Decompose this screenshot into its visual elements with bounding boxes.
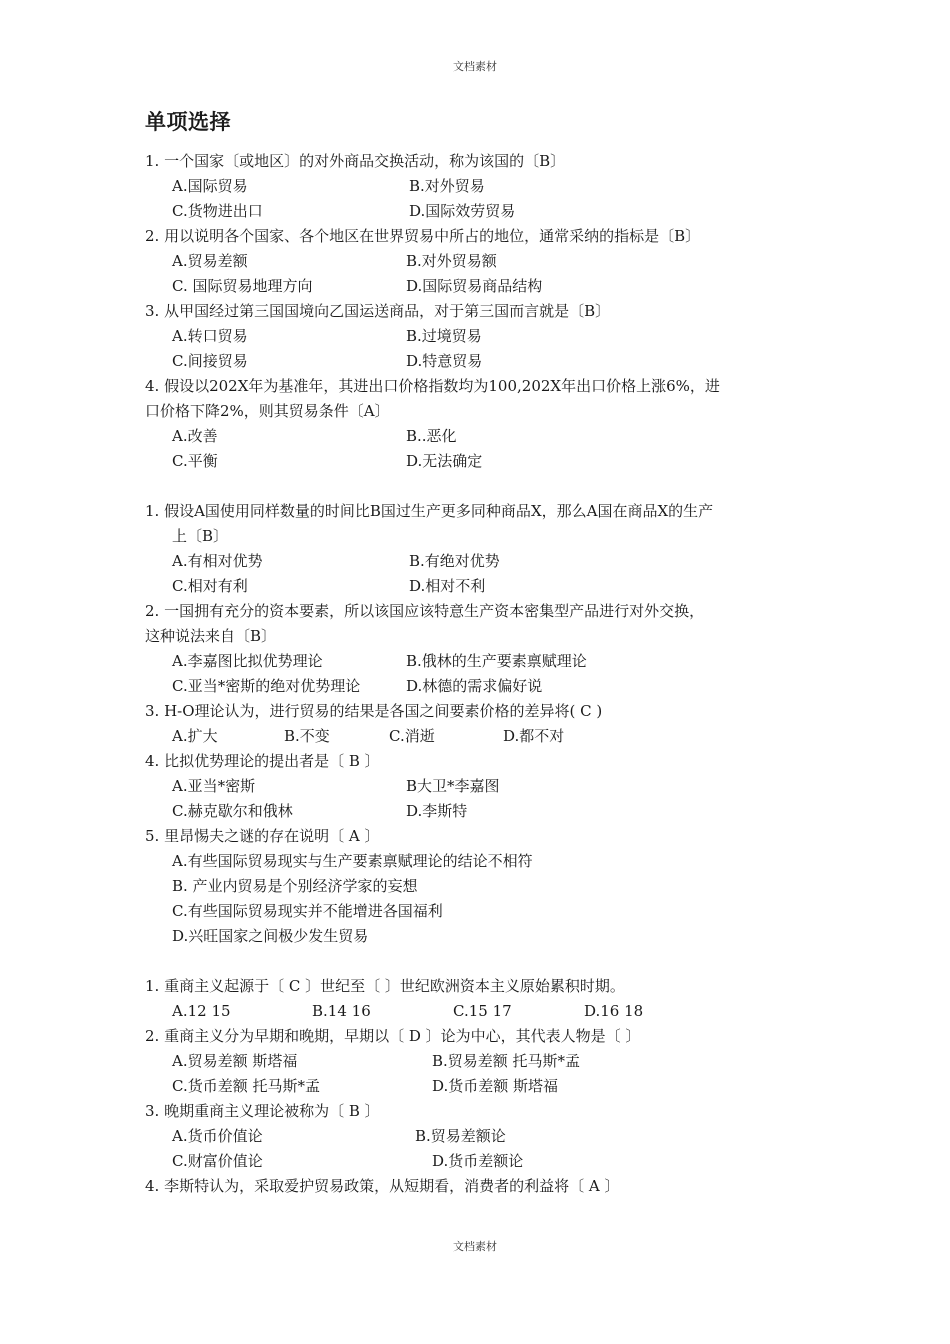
option: A.12 15 [172,1002,231,1020]
question: 4. 比拟优势理论的提出者是〔 B 〕 [145,752,380,770]
option: C.亚当*密斯的绝对优势理论 [172,677,361,695]
question: 4. 李斯特认为，采取爱护贸易政策，从短期看，消费者的利益将〔 A 〕 [145,1177,620,1195]
option: A.李嘉图比拟优势理论 [172,652,323,670]
question: 2. 重商主义分为早期和晚期，早期以〔 D 〕论为中心，其代表人物是〔 〕 [145,1027,641,1045]
question: 1. 假设A国使用同样数量的时间比B国过生产更多同种商品X，那么A国在商品X的生产 [145,502,714,520]
option: D.国际贸易商品结构 [406,277,543,295]
option: B.对外贸易 [409,177,485,195]
option: A.国际贸易 [172,177,248,195]
option: D.货币差额论 [432,1152,524,1170]
option: D.16 18 [584,1002,644,1020]
option: B.贸易差额论 [415,1127,506,1145]
option: A.贸易差额 [172,252,248,270]
option: D.林德的需求偏好说 [406,677,543,695]
question: 2. 用以说明各个国家、各个地区在世界贸易中所占的地位，通常采纳的指标是〔B〕 [145,227,701,245]
option: B大卫*李嘉图 [406,777,500,795]
option: D.特意贸易 [406,352,483,370]
option: C.货币差额 托马斯*孟 [172,1077,320,1095]
option: B.14 16 [312,1002,371,1020]
option: C.平衡 [172,452,218,470]
option: D.货币差额 斯塔福 [432,1077,559,1095]
question: 1. 一个国家〔或地区〕的对外商品交换活动，称为该国的〔B〕 [145,152,566,170]
question: 5. 里昂惕夫之谜的存在说明〔 A 〕 [145,827,380,845]
option: A.亚当*密斯 [172,777,256,795]
question: 2. 一国拥有充分的资本要素，所以该国应该特意生产资本密集型产品进行对外交换， [145,602,705,620]
option: B. 产业内贸易是个别经济学家的妄想 [172,877,418,895]
question: 1. 重商主义起源于〔 C 〕世纪至〔 〕世纪欧洲资本主义原始累积时期。 [145,977,625,995]
question-continued: 这种说法来自〔B〕 [145,627,277,645]
question: 3. 从甲国经过第三国国境向乙国运送商品，对于第三国而言就是〔B〕 [145,302,611,320]
option: B.有绝对优势 [409,552,500,570]
question-continued: 上〔B〕 [172,527,229,545]
option: D.都不对 [503,727,565,745]
option: C.消逝 [389,727,435,745]
option: B.贸易差额 托马斯*孟 [432,1052,581,1070]
page-footer: 文档素材 [453,1240,497,1253]
option: D.无法确定 [406,452,483,470]
option: C.间接贸易 [172,352,248,370]
page-title: 单项选择 [145,110,231,134]
option: A.转口贸易 [172,327,248,345]
option: C.15 17 [453,1002,512,1020]
option: D.李斯特 [406,802,468,820]
option: B.过境贸易 [406,327,482,345]
option: C. 国际贸易地理方向 [172,277,313,295]
option: A.有些国际贸易现实与生产要素禀赋理论的结论不相符 [172,852,533,870]
option: B.俄林的生产要素禀赋理论 [406,652,587,670]
option: A.货币价值论 [172,1127,263,1145]
option: C.赫克歇尔和俄林 [172,802,293,820]
option: D.相对不利 [409,577,486,595]
option: A.贸易差额 斯塔福 [172,1052,298,1070]
question: 3. H-O理论认为，进行贸易的结果是各国之间要素价格的差异将( C ) [145,702,603,720]
option: A.有相对优势 [172,552,263,570]
option: C.财富价值论 [172,1152,263,1170]
option: D.兴旺国家之间极少发生贸易 [172,927,369,945]
option: B.不变 [284,727,330,745]
option: B.对外贸易额 [406,252,497,270]
question: 3. 晚期重商主义理论被称为〔 B 〕 [145,1102,380,1120]
option: C.有些国际贸易现实并不能增进各国福利 [172,902,443,920]
question: 4. 假设以202X年为基准年，其进出口价格指数均为100,202X年出口价格上涨6%，进 [145,377,720,395]
option: D.国际效劳贸易 [409,202,516,220]
page-header: 文档素材 [453,60,497,73]
option: A.改善 [172,427,218,445]
option: A.扩大 [172,727,218,745]
option: C.相对有利 [172,577,248,595]
question-continued: 口价格下降2%，则其贸易条件〔A〕 [145,402,390,420]
option: C.货物进出口 [172,202,263,220]
option: B..恶化 [406,427,457,445]
